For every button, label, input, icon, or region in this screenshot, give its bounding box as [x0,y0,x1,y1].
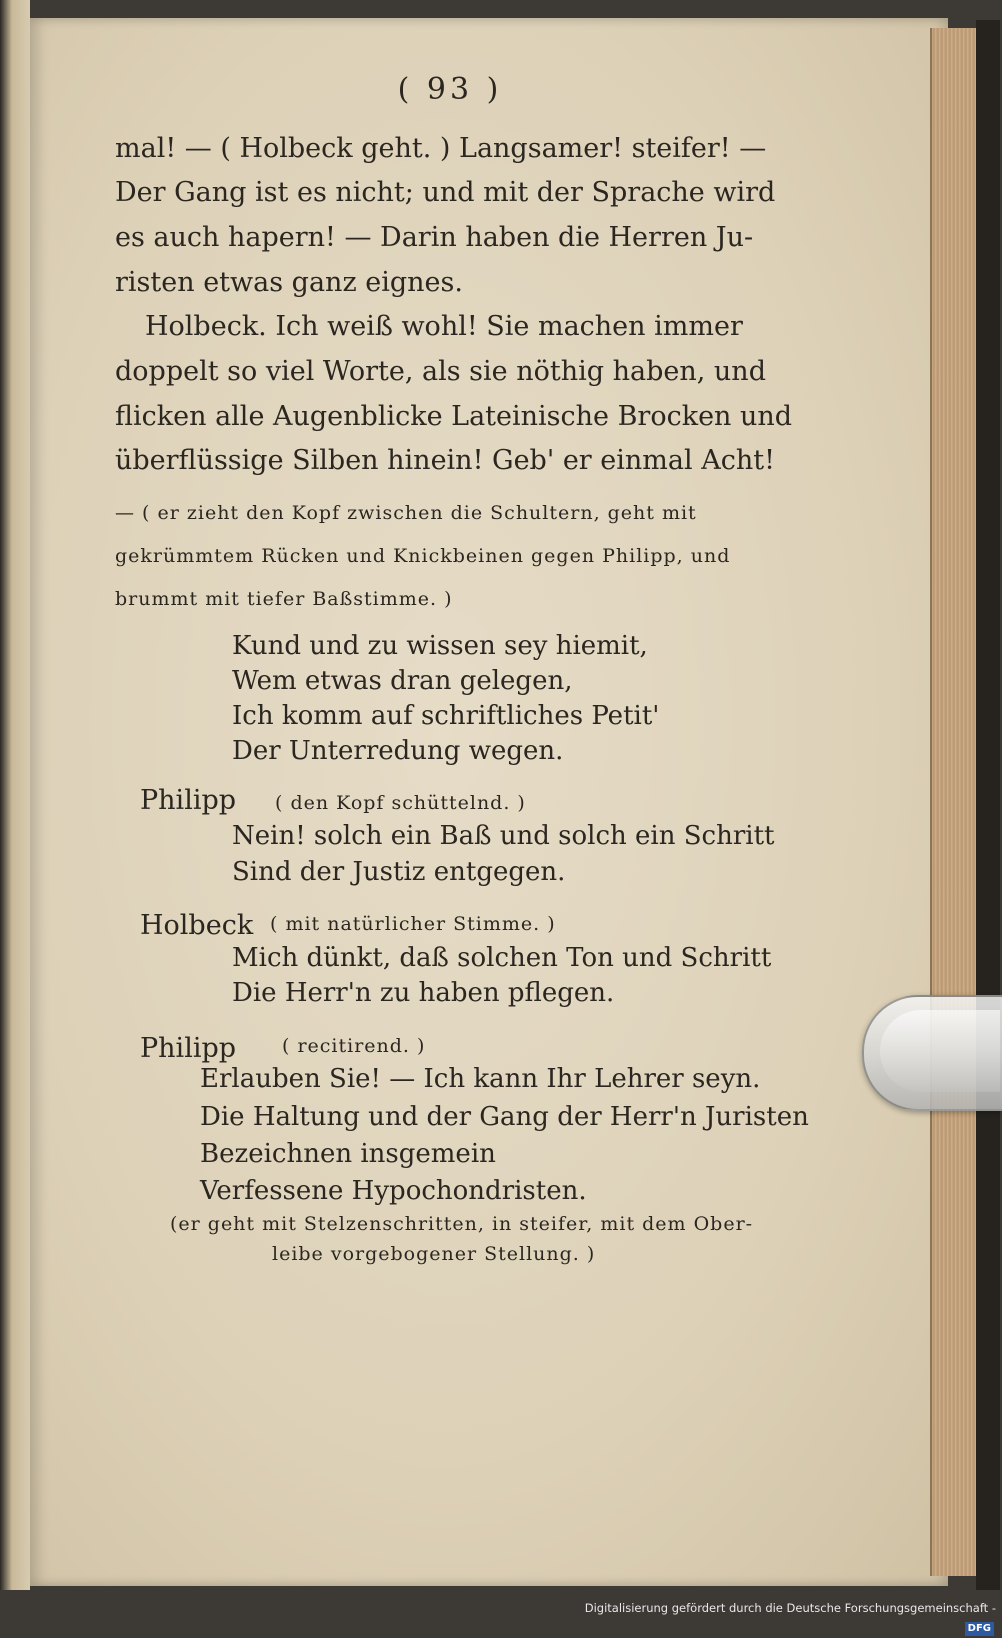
verse-line: Erlauben Sie! — Ich kann Ihr Lehrer seyn. [200,1064,761,1094]
page-number: ( 93 ) [397,72,503,107]
verse-line: Ich komm auf schriftliches Petit' [232,701,660,731]
verse-line: Verfessene Hypochondristen. [200,1176,587,1206]
text-line: flicken alle Augenblicke Lateinische Brocken und [115,401,793,432]
text-line: mal! — ( Holbeck geht. ) Langsamer! steifer! — [115,133,767,164]
digitization-footer [580,1598,1000,1634]
text-line: risten etwas ganz eignes. [115,267,463,298]
speaker-name: Holbeck [140,910,254,941]
speaker-name: Philipp [140,785,237,816]
stage-direction-line: — ( er zieht den Kopf zwischen die Schultern, geht mit [115,502,697,524]
footer-credit: Digitalisierung gefördert durch die Deutsche Forschungsgemeinschaft - [584,1601,996,1615]
verse-line: Sind der Justiz entgegen. [232,857,566,887]
speaker-direction: ( den Kopf schüttelnd. ) [275,792,526,814]
verse-line: Der Unterredung wegen. [232,736,564,766]
dfg-logo: DFG [965,1622,994,1636]
speaker-direction: ( recitirend. ) [282,1035,426,1057]
verse-line: Die Herr'n zu haben pflegen. [232,978,615,1008]
stage-direction-line: leibe vorgebogener Stellung. ) [272,1243,596,1265]
verse-line: Wem etwas dran gelegen, [232,666,573,696]
verse-line: Nein! solch ein Baß und solch ein Schritt [232,821,775,851]
text-line: doppelt so viel Worte, als sie nöthig haben, und [115,356,766,387]
verse-line: Kund und zu wissen sey hiemit, [232,631,648,661]
verse-line: Die Haltung und der Gang der Herr'n Juristen [200,1102,809,1132]
text-line: Der Gang ist es nicht; und mit der Sprache wird [115,177,776,208]
stage-direction-line: (er geht mit Stelzenschritten, in steifer, mit dem Ober- [170,1213,754,1235]
verse-line: Bezeichnen insgemein [200,1139,496,1169]
text-line: es auch hapern! — Darin haben die Herren Ju- [115,222,754,253]
speaker-direction: ( mit natürlicher Stimme. ) [270,913,556,935]
stage-direction-line: brummt mit tiefer Baßstimme. ) [115,588,453,610]
stage-direction-line: gekrümmtem Rücken und Knickbeinen gegen Philipp, und [115,545,731,567]
text-line: überflüssige Silben hinein! Geb' er einmal Acht! [115,445,775,476]
text-line: Holbeck. Ich weiß wohl! Sie machen immer [145,311,743,342]
speaker-name: Philipp [140,1033,237,1064]
verse-line: Mich dünkt, daß solchen Ton und Schritt [232,943,772,973]
